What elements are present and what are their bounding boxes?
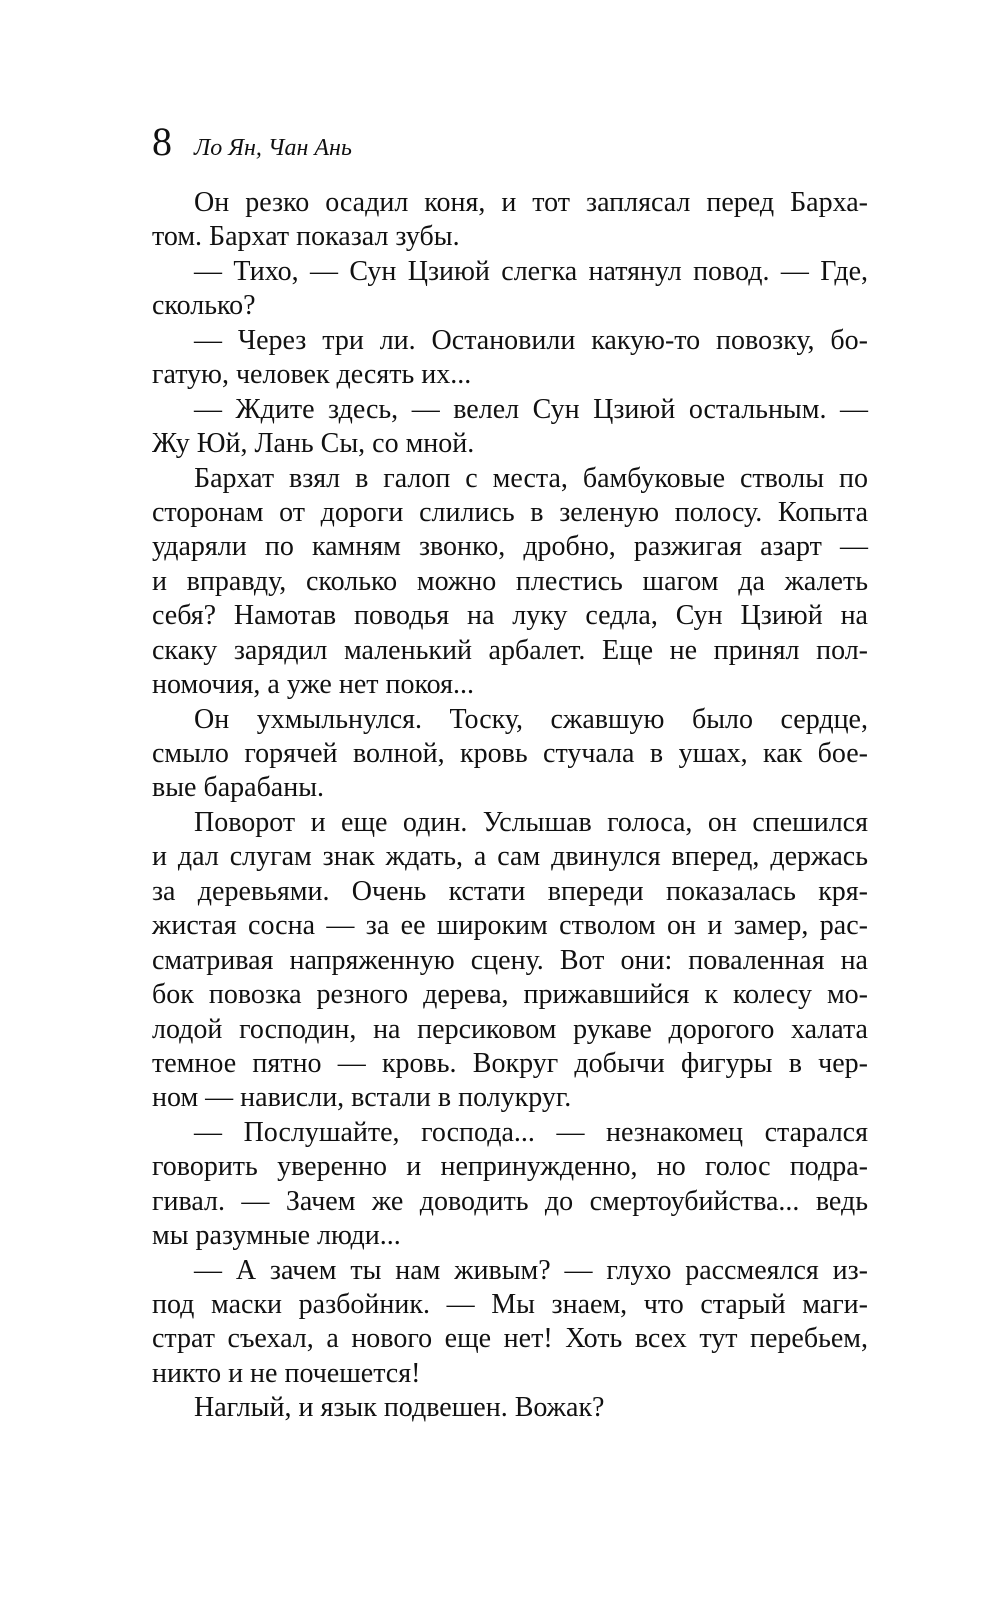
text-line: номочия, а уже нет покоя... bbox=[152, 669, 475, 701]
page-number: 8 bbox=[152, 119, 172, 164]
text-line: — Тихо, — Сун Цзиюй слегка натянул повод. — Где, bbox=[194, 255, 868, 287]
text-line: мы разумные люди... bbox=[152, 1220, 401, 1252]
text-line: жистая сосна — за ее широким стволом он и замер, рас- bbox=[152, 910, 868, 942]
text-line: вые барабаны. bbox=[152, 772, 325, 804]
text-line: смыло горячей волной, кровь стучала в ушах, как бое- bbox=[152, 738, 868, 769]
text-line: — Через три ли. Остановили какую-то повозку, бо- bbox=[194, 324, 868, 356]
text-line: лодой господин, на персиковом рукаве дорогого халата bbox=[152, 1013, 868, 1045]
text-line: ударяли по камням звонко, дробно, разжигая азарт — bbox=[152, 531, 868, 563]
text-line: говорить уверенно и непринужденно, но голос подра- bbox=[152, 1151, 868, 1183]
text-line: Наглый, и язык подвешен. Вожак? bbox=[194, 1392, 605, 1424]
text-line: сторонам от дороги слились в зеленую полосу. Копыта bbox=[152, 496, 868, 528]
text-line: Жу Юй, Лань Сы, со мной. bbox=[152, 428, 475, 460]
text-line: под маски разбойник. — Мы знаем, что старый маги- bbox=[152, 1289, 868, 1320]
text-line: бок повозка резного дерева, прижавшийся к колесу мо- bbox=[152, 979, 868, 1011]
text-line: страт съехал, а нового еще нет! Хоть всех тут перебьем, bbox=[152, 1323, 868, 1355]
text-line: Он ухмыльнулся. Тоску, сжавшую было сердце, bbox=[194, 703, 868, 735]
text-line: — Послушайте, господа... — незнакомец старался bbox=[194, 1116, 868, 1148]
text-line: темное пятно — кровь. Вокруг добычи фигуры в чер- bbox=[152, 1047, 868, 1079]
text-line: гивал. — Зачем же доводить до смертоубийства... ведь bbox=[152, 1185, 868, 1217]
text-line: скаку зарядил маленький арбалет. Еще не принял пол- bbox=[152, 634, 868, 666]
author-names: Ло Ян, Чан Ань bbox=[194, 135, 352, 161]
text-line: — Ждите здесь, — велел Сун Цзиюй остальным. — bbox=[194, 393, 868, 425]
text-line: — А зачем ты нам живым? — глухо рассмеялся из- bbox=[194, 1254, 868, 1286]
text-line: и дал слугам знак ждать, а сам двинулся вперед, держась bbox=[152, 841, 868, 873]
text-line: сколько? bbox=[152, 290, 256, 322]
body-text bbox=[152, 186, 868, 1426]
text-line: и вправду, сколько можно плестись шагом да жалеть bbox=[152, 565, 868, 597]
running-head bbox=[152, 118, 352, 166]
text-line: Бархат взял в галоп с места, бамбуковые стволы по bbox=[194, 462, 868, 494]
text-line: себя? Намотав поводья на луку седла, Сун Цзиюй на bbox=[152, 600, 868, 632]
text-line: Он резко осадил коня, и тот заплясал перед Барха- bbox=[194, 187, 868, 218]
text-line: гатую, человек десять их... bbox=[152, 359, 472, 391]
text-line: за деревьями. Очень кстати впереди показалась кря- bbox=[152, 875, 868, 907]
text-line: Поворот и еще один. Услышав голоса, он спешился bbox=[194, 806, 868, 838]
text-line: том. Бархат показал зубы. bbox=[152, 221, 460, 253]
text-line: ном — нависли, встали в полукруг. bbox=[152, 1082, 572, 1114]
text-line: сматривая напряженную сцену. Вот они: поваленная на bbox=[152, 944, 868, 976]
text-line: никто и не почешется! bbox=[152, 1357, 421, 1389]
